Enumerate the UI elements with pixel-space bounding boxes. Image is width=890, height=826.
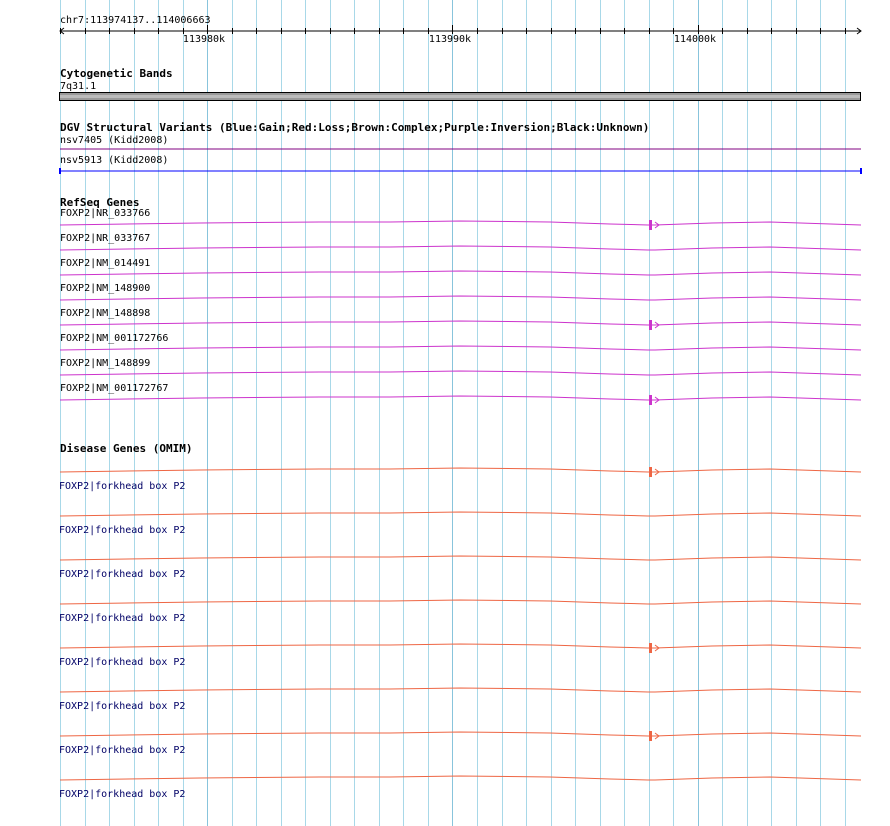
omim-gene-label: FOXP2|forkhead box P2 — [59, 745, 186, 756]
omim-gene-label: FOXP2|forkhead box P2 — [59, 525, 186, 536]
cytoband-label: 7q31.1 — [60, 81, 97, 92]
omim-gene-label: FOXP2|forkhead box P2 — [59, 481, 186, 492]
dgv-track-title[interactable]: DGV Structural Variants (Blue:Gain;Red:Loss;Brown:Complex;Purple:Inversion;Black:Unknown) — [60, 121, 650, 134]
omim-gene-feature — [60, 731, 861, 741]
omim-gene-feature — [60, 643, 861, 653]
omim-gene-feature — [60, 600, 861, 604]
refseq-gene-label: FOXP2|NM_148898 — [60, 308, 151, 319]
refseq-gene-label: FOXP2|NM_001172766 — [60, 333, 169, 344]
tick-label-113990k: 113990k — [428, 34, 472, 45]
refseq-gene-label: FOXP2|NM_148900 — [60, 283, 151, 294]
omim-gene-feature — [60, 467, 861, 477]
omim-gene-feature — [60, 512, 861, 516]
omim-gene-label: FOXP2|forkhead box P2 — [59, 789, 186, 800]
tick-label-113980k: 113980k — [182, 34, 226, 45]
landmark-label: chr7:113974137..114006663 — [60, 15, 211, 26]
omim-track-title[interactable]: Disease Genes (OMIM) — [60, 442, 193, 455]
refseq-gene-label: FOXP2|NM_014491 — [60, 258, 151, 269]
omim-gene-label: FOXP2|forkhead box P2 — [59, 701, 186, 712]
dgv-variant-label: nsv7405 (Kidd2008) — [60, 135, 169, 146]
omim-gene-label: FOXP2|forkhead box P2 — [59, 613, 186, 624]
refseq-gene-label: FOXP2|NM_148899 — [60, 358, 151, 369]
refseq-gene-label: FOXP2|NR_033766 — [60, 208, 151, 219]
omim-gene-feature — [60, 776, 861, 780]
tick-label-114000k: 114000k — [673, 34, 717, 45]
omim-gene-label: FOXP2|forkhead box P2 — [59, 657, 186, 668]
refseq-gene-label: FOXP2|NM_001172767 — [60, 383, 169, 394]
dgv-variant-label: nsv5913 (Kidd2008) — [60, 155, 169, 166]
omim-gene-feature — [60, 688, 861, 692]
cytoband-track-title[interactable]: Cytogenetic Bands — [60, 67, 173, 80]
omim-gene-label: FOXP2|forkhead box P2 — [59, 569, 186, 580]
refseq-track-title[interactable]: RefSeq Genes — [60, 196, 140, 209]
omim-gene-feature — [60, 556, 861, 560]
refseq-gene-label: FOXP2|NR_033767 — [60, 233, 151, 244]
